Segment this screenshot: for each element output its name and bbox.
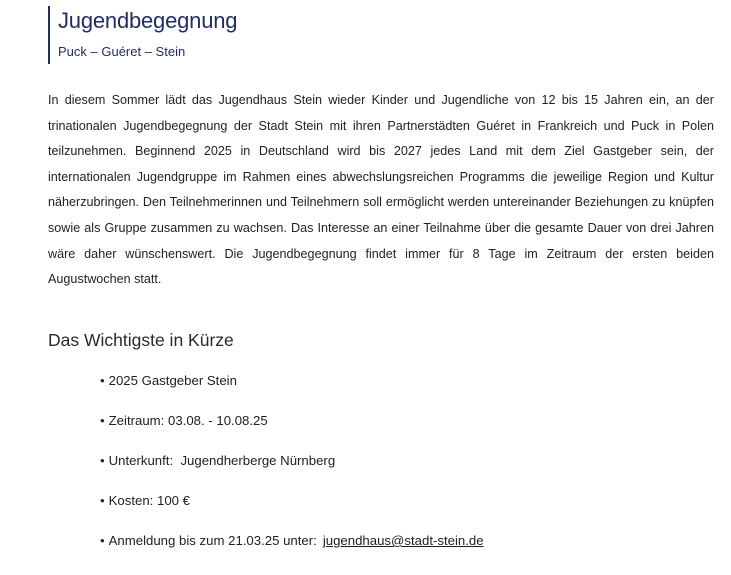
intro-paragraph: In diesem Sommer lädt das Jugendhaus Stein wieder Kinder und Jugendliche von 12 bis 15 Jahren ein, an der trinationalen Jugendbegegnung der Stadt Stein mit ihren Partnerstädten Guéret in Frankreich und Puck in Polen teilzunehmen. Beginnend 2025 in Deutschland wird bis 2027 jedes Land mit dem Ziel Gastgeber sein, der internationalen Jugendgruppe im Rahmen eines abwechslungsreichen Programms die jeweilige Region und Kultur näherzubringen. Den Teilnehmerinnen und Teilnehmern soll ermöglicht werden untereinander Beziehungen zu knüpfen sowie als Gruppe zusammen zu wachsen. Das Interesse an einer Teilnahme über die gesamte Dauer von drei Jahren wäre daher wünschenswert. Die Jugendbegegnung findet immer für 8 Tage im Zeitraum der ersten beiden Augustwochen statt. [48,93,714,287]
bullet-icon: • [100,453,105,468]
page-subtitle: Puck – Guéret – Stein [58,44,186,59]
page-title: Jugendbegegnung [58,8,238,33]
list-item-text: Unterkunft: Jugendherberge Nürnberg [108,453,336,468]
bullet-icon: • [100,413,105,428]
summary-heading: Das Wichtigste in Kürze [48,330,234,350]
bullet-icon: • [100,373,105,388]
list-item [100,452,484,492]
bullet-icon: • [100,533,105,548]
list-item-text: Zeitraum: 03.08. - 10.08.25 [108,413,268,428]
list-item [100,492,484,532]
list-item-text: Anmeldung bis zum 21.03.25 unter: [108,533,317,548]
document-header [48,6,237,64]
bullet-icon: • [100,493,105,508]
list-item-text: 2025 Gastgeber Stein [108,373,237,388]
list-item [100,532,484,572]
list-item-text: Kosten: 100 € [108,493,191,508]
summary-list [100,372,484,572]
email-link[interactable]: jugendhaus@stadt-stein.de [322,533,484,548]
list-item [100,372,484,412]
list-item [100,412,484,452]
